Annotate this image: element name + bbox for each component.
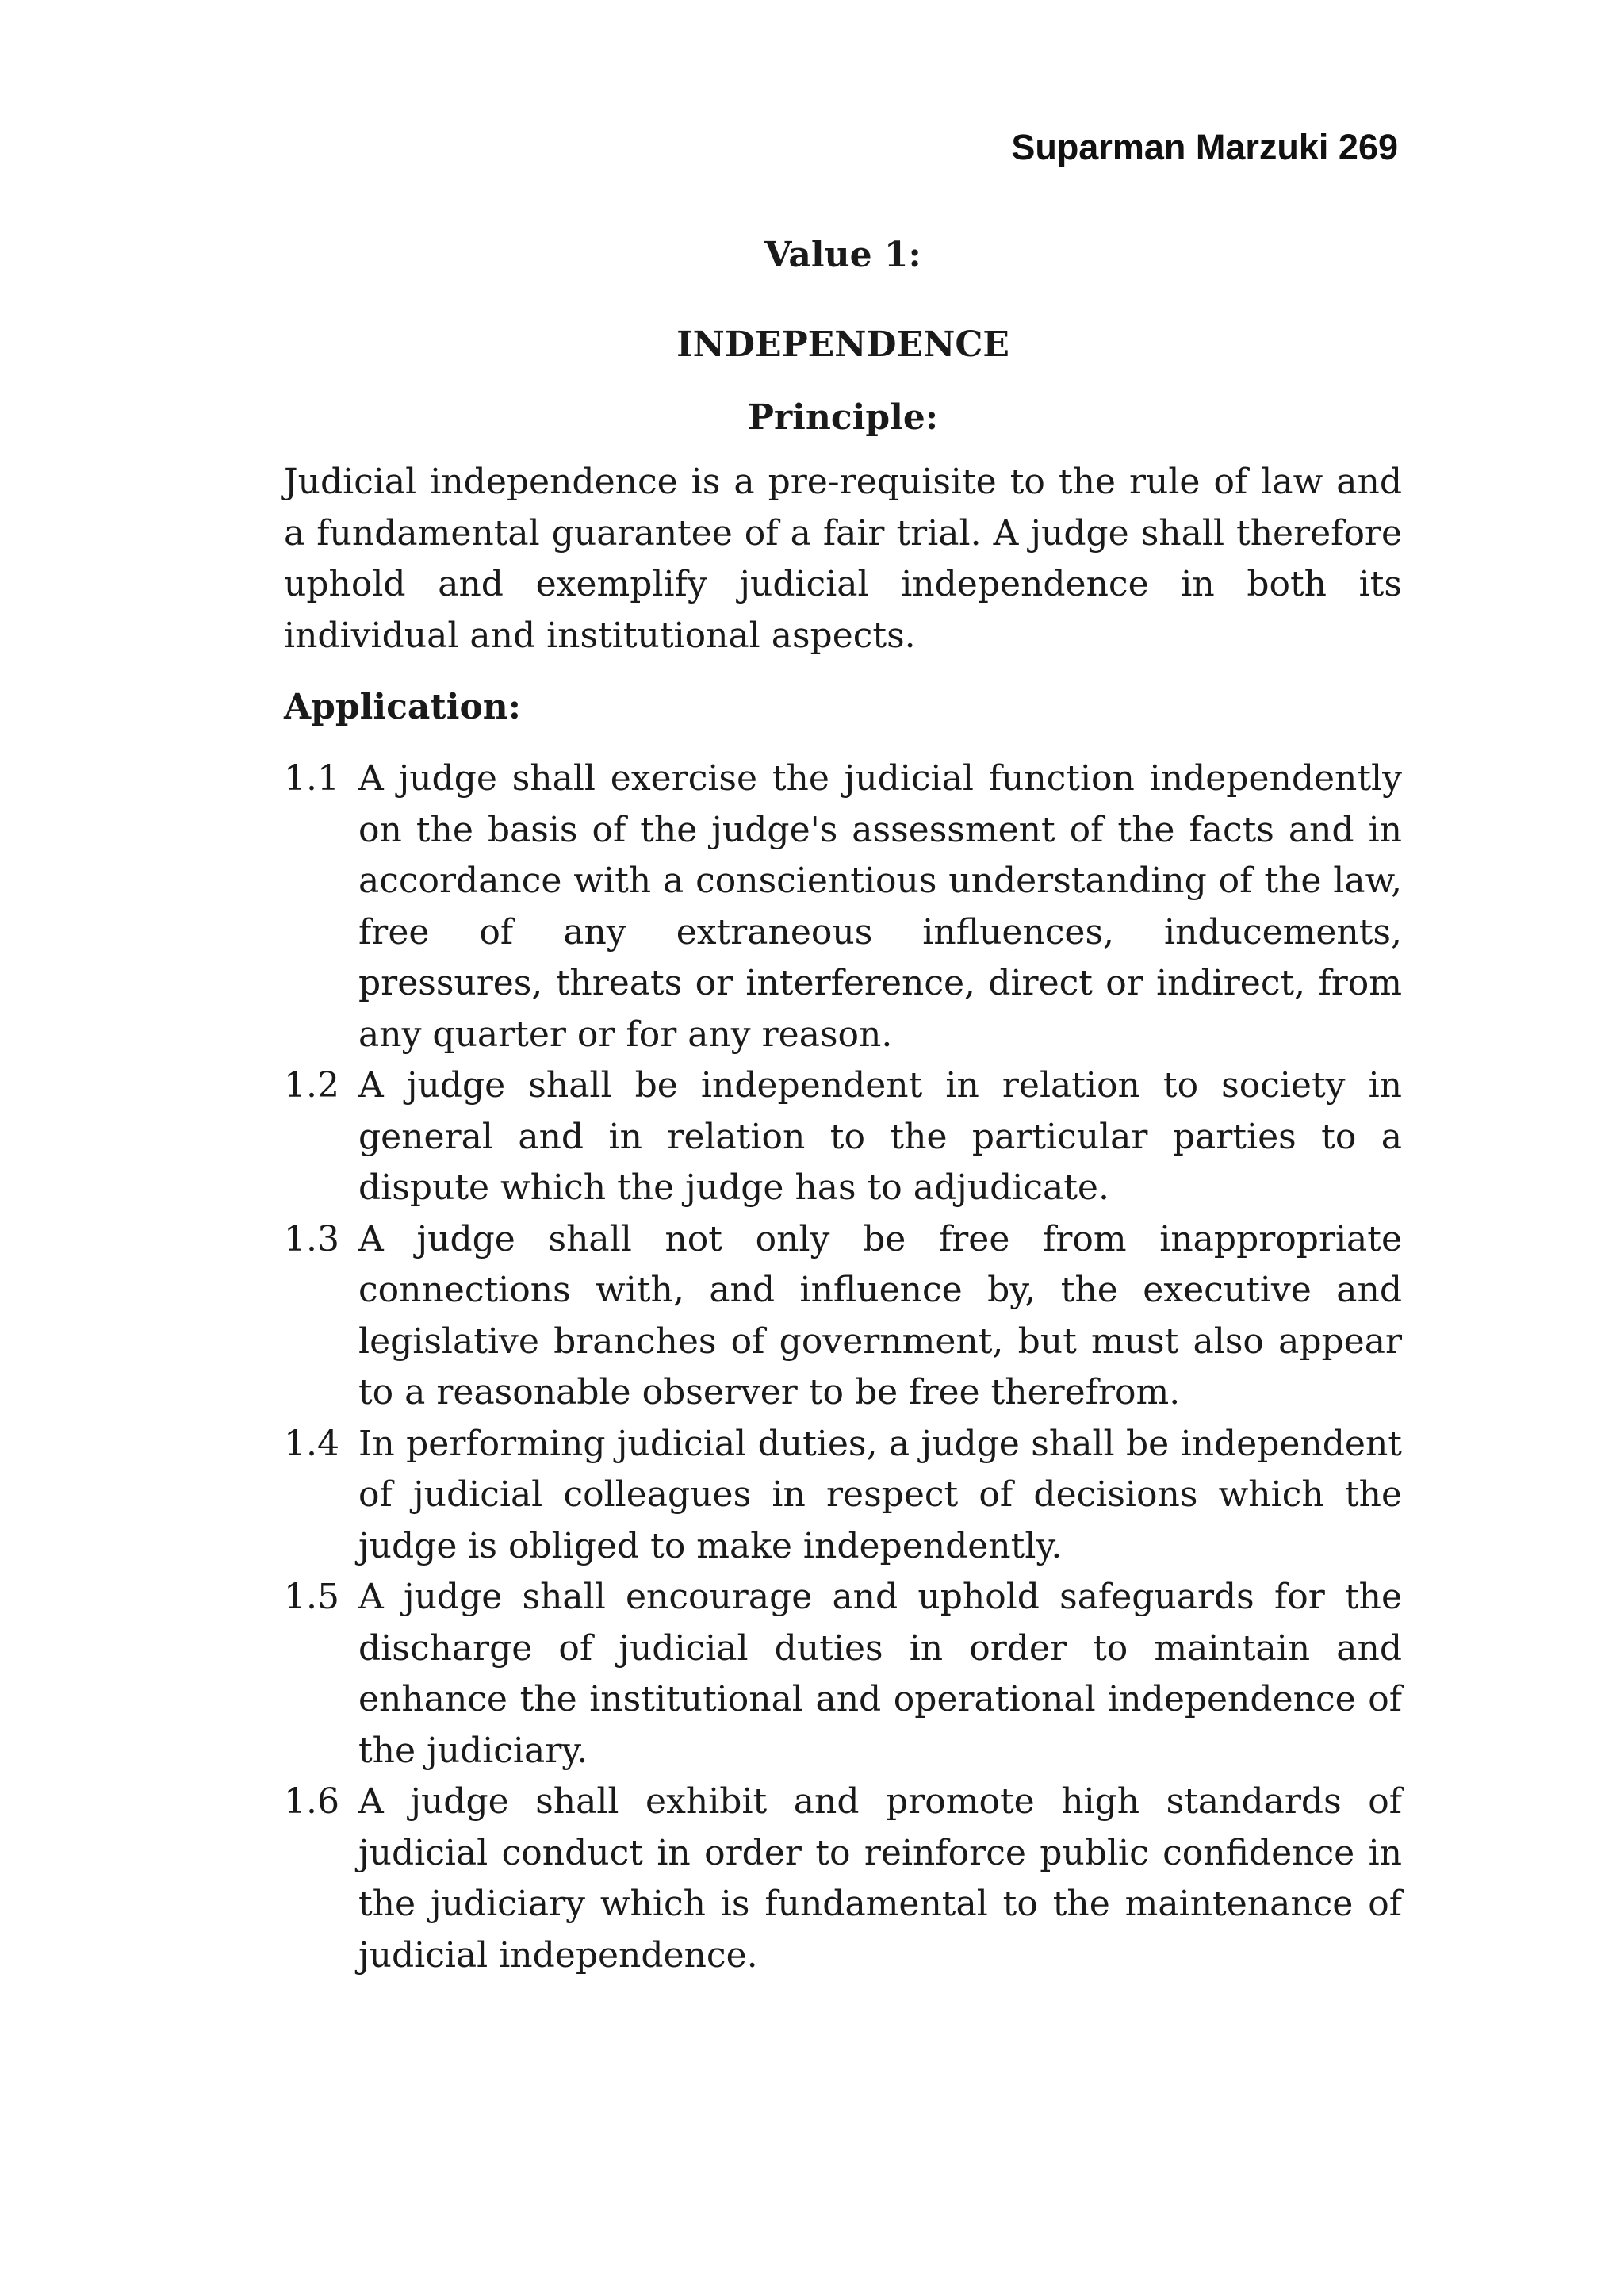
application-text: A judge shall encourage and uphold safeguards for the discharge of judicial duties in order to maintain and enhance the institutional and operational independence of the judiciary.	[358, 1577, 1402, 1771]
application-label: Application:	[284, 687, 522, 727]
application-text: A judge shall be independent in relation to society in general and in relation to the particular parties to a dispute which the judge has to adjudicate.	[358, 1065, 1402, 1208]
application-item	[284, 1419, 1402, 1573]
application-list	[284, 753, 1402, 1981]
application-text: A judge shall not only be free from inappropriate connections with, and influence by, the executive and legislative branches of government, but must also appear to a reasonable observer to be free therefrom.	[358, 1218, 1402, 1412]
application-item	[284, 1060, 1402, 1214]
application-text: A judge shall exhibit and promote high standards of judicial conduct in order to reinforce public confidence in the judiciary which is fundamental to the maintenance of judicial independence.	[358, 1781, 1402, 1976]
application-number: 1.6	[284, 1781, 339, 1822]
application-item	[284, 1214, 1402, 1419]
value-title: INDEPENDENCE	[676, 324, 1009, 365]
principle-label: Principle:	[747, 397, 939, 438]
application-number: 1.3	[284, 1218, 339, 1259]
application-number: 1.5	[284, 1577, 339, 1617]
application-number: 1.4	[284, 1423, 339, 1464]
application-text: In performing judicial duties, a judge shall be independent of judicial colleagues in respect of decisions which the judge is obliged to make independently.	[358, 1423, 1402, 1566]
application-item	[284, 1572, 1402, 1777]
application-number: 1.2	[284, 1065, 339, 1106]
principle-text: Judicial independence is a pre-requisite to the rule of law and a fundamental guarantee of a fair trial. A judge shall therefore uphold and exemplify judicial independence in both its individual and institutional aspects.	[284, 462, 1402, 656]
application-text: A judge shall exercise the judicial function independently on the basis of the judge's assessment of the facts and in accordance with a conscientious understanding of the law, free of any extraneous influences, inducements, pressures, threats or interference, direct or indirect, from any quarter or for any reason.	[358, 758, 1402, 1055]
value-heading: Value 1:	[764, 235, 921, 275]
running-head: Suparman Marzuki 269	[1011, 127, 1398, 167]
application-item	[284, 753, 1402, 1060]
application-number: 1.1	[284, 758, 339, 799]
application-item	[284, 1777, 1402, 1981]
